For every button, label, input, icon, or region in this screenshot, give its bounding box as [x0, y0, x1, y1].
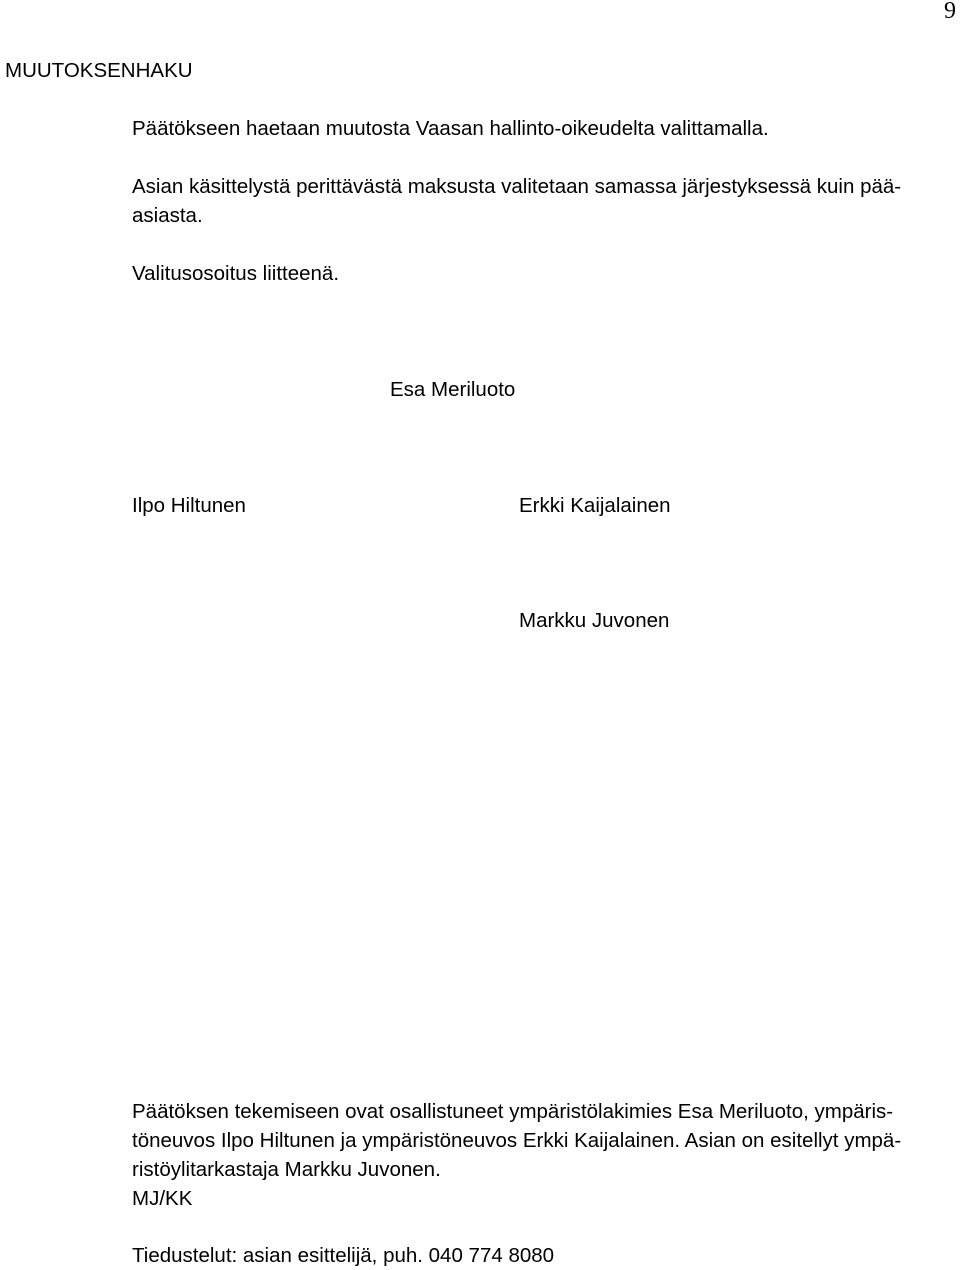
contact-text: Tiedustelut: asian esittelijä, puh. 040 774 8080 [132, 1244, 555, 1267]
appeal-paragraph-3-text: Valitusosoitus liitteenä. [132, 262, 340, 285]
initials: MJ/KK [132, 1187, 193, 1210]
signature-member-right: Erkki Kaijalainen [519, 494, 671, 517]
appeal-paragraph-2-line-2: asiasta. [132, 204, 203, 227]
signature-presenter: Markku Juvonen [519, 609, 670, 632]
contact-info [132, 1241, 958, 1270]
page-number: 9 [944, 0, 956, 24]
signature-chair: Esa Meriluoto [390, 378, 516, 401]
participants-line-3: ristöylitarkastaja Markku Juvonen. [132, 1158, 441, 1181]
participants-line-1: Päätöksen tekemiseen ovat osallistuneet ympäristölakimies Esa Meriluoto, ympäris- [132, 1100, 894, 1123]
appeal-paragraph-1-text: Päätökseen haetaan muutosta Vaasan hallinto-oikeudelta valittamalla. [132, 117, 769, 140]
appeal-paragraph-2 [132, 172, 958, 230]
participants-line-2: töneuvos Ilpo Hiltunen ja ympäristöneuvos Erkki Kaijalainen. Asian on esitellyt ympä- [132, 1129, 902, 1152]
appeal-paragraph-3 [132, 259, 958, 288]
appeal-paragraph-1 [132, 114, 958, 143]
participants-paragraph [132, 1097, 958, 1213]
signature-member-left: Ilpo Hiltunen [132, 494, 246, 517]
section-heading: MUUTOKSENHAKU [5, 59, 193, 82]
appeal-paragraph-2-line-1: Asian käsittelystä perittävästä maksusta valitetaan samassa järjestyksessä kuin pää- [132, 175, 902, 198]
